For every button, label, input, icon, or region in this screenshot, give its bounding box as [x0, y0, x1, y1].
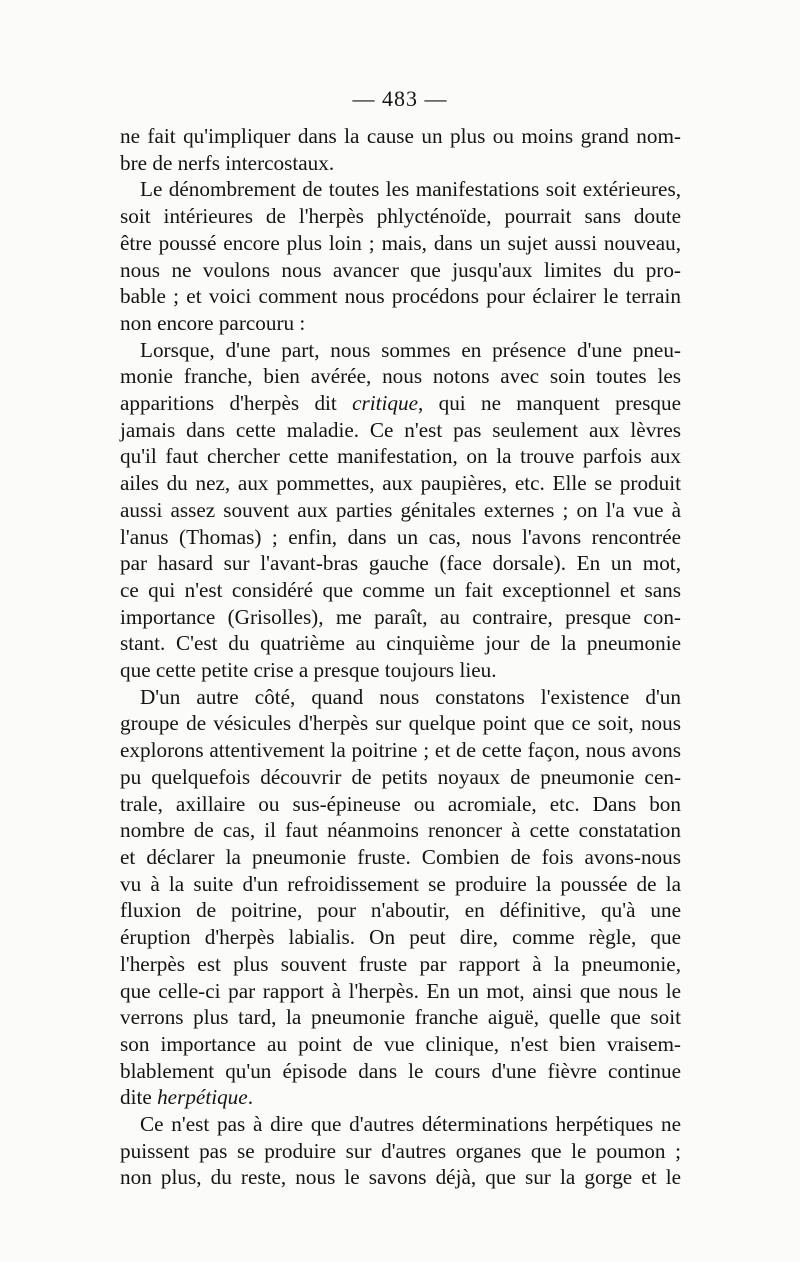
text-line: par hasard sur l'avant-bras gauche (face dorsale). En un mot, [120, 551, 681, 576]
text-line: soit intérieures de l'herpès phlycténoïde, pourrait sans doute [120, 204, 681, 229]
text-line: éruption d'herpès labialis. On peut dire, comme règle, que [120, 925, 681, 950]
text-line: que cette petite crise a presque toujours lieu. [120, 658, 497, 683]
text-line: blablement qu'un épisode dans le cours d'une fièvre continue [120, 1058, 681, 1083]
italic-term: herpétique [157, 1085, 248, 1110]
text-line: qu'il faut chercher cette manifestation, on la trouve parfois aux [120, 444, 681, 469]
text-line: que celle-ci par rapport à l'herpès. En un mot, ainsi que nous le [120, 978, 681, 1003]
text-line: groupe de vésicules d'herpès sur quelque point que ce soit, nous [120, 711, 681, 736]
text-line: aussi assez souvent aux parties génitales externes ; on l'a vue à [120, 497, 681, 522]
text-line [120, 390, 681, 417]
text-line: non plus, du reste, nous le savons déjà, que sur la gorge et le [120, 1165, 681, 1190]
text-line: jamais dans cette maladie. Ce n'est pas seulement aux lèvres [120, 417, 681, 442]
text-fragment: apparitions d'herpès dit [120, 391, 337, 416]
text-line: fluxion de poitrine, pour n'aboutir, en définitive, qu'à une [120, 898, 681, 923]
text-line: l'anus (Thomas) ; enfin, dans un cas, nous l'avons rencontrée [120, 524, 681, 549]
text-line: vu à la suite d'un refroidissement se produire la poussée de la [120, 871, 681, 896]
text-line: Le dénombrement de toutes les manifestations soit extérieures, [140, 177, 681, 202]
text-line: explorons attentivement la poitrine ; et de cette façon, nous avons [120, 738, 681, 763]
page-number: — 483 — [352, 86, 448, 111]
text-fragment: dite [120, 1085, 152, 1110]
text-line: être poussé encore plus loin ; mais, dans un sujet aussi nouveau, [120, 230, 681, 255]
text-line: nombre de cas, il faut néanmoins renoncer à cette constatation [120, 818, 681, 843]
text-line: D'un autre côté, quand nous constatons l'existence d'un [140, 684, 681, 709]
text-line: monie franche, bien avérée, nous notons avec soin toutes les [120, 364, 681, 389]
text-fragment: . [247, 1085, 253, 1110]
text-line: importance (Grisolles), me paraît, au contraire, presque con- [120, 604, 681, 629]
text-line: puissent pas se produire sur d'autres organes que le poumon ; [120, 1138, 681, 1163]
text-line: bable ; et voici comment nous procédons pour éclairer le terrain [120, 284, 681, 309]
text-line: bre de nerfs intercostaux. [120, 150, 335, 175]
body-text [120, 123, 681, 1191]
text-line: Ce n'est pas à dire que d'autres déterminations herpétiques ne [140, 1112, 681, 1137]
text-line: l'herpès est plus souvent fruste par rapport à la pneumonie, [120, 951, 681, 976]
text-line: trale, axillaire ou sus-épineuse ou acromiale, etc. Dans bon [120, 791, 681, 816]
text-fragment: , qui ne manquent presque [418, 391, 682, 416]
italic-term: critique [352, 391, 419, 416]
text-line: Lorsque, d'une part, nous sommes en présence d'une pneu- [140, 337, 681, 362]
text-line: et déclarer la pneumonie fruste. Combien de fois avons-nous [120, 844, 681, 869]
text-line: pu quelquefois découvrir de petits noyaux de pneumonie cen- [120, 764, 681, 789]
text-line: ce qui n'est considéré que comme un fait exceptionnel et sans [120, 577, 681, 602]
text-line: verrons plus tard, la pneumonie franche aiguë, quelle que soit [120, 1005, 681, 1030]
text-line: son importance au point de vue clinique, n'est bien vraisem- [120, 1031, 681, 1056]
text-line: nous ne voulons nous avancer que jusqu'aux limites du pro- [120, 257, 681, 282]
text-line: ailes du nez, aux pommettes, aux paupières, etc. Elle se produit [120, 471, 681, 496]
text-line: ne fait qu'impliquer dans la cause un plus ou moins grand nom- [120, 124, 681, 148]
text-line [120, 1084, 681, 1111]
text-line: stant. C'est du quatrième au cinquième jour de la pneumonie [120, 631, 681, 656]
text-line: non encore parcouru : [120, 310, 306, 335]
